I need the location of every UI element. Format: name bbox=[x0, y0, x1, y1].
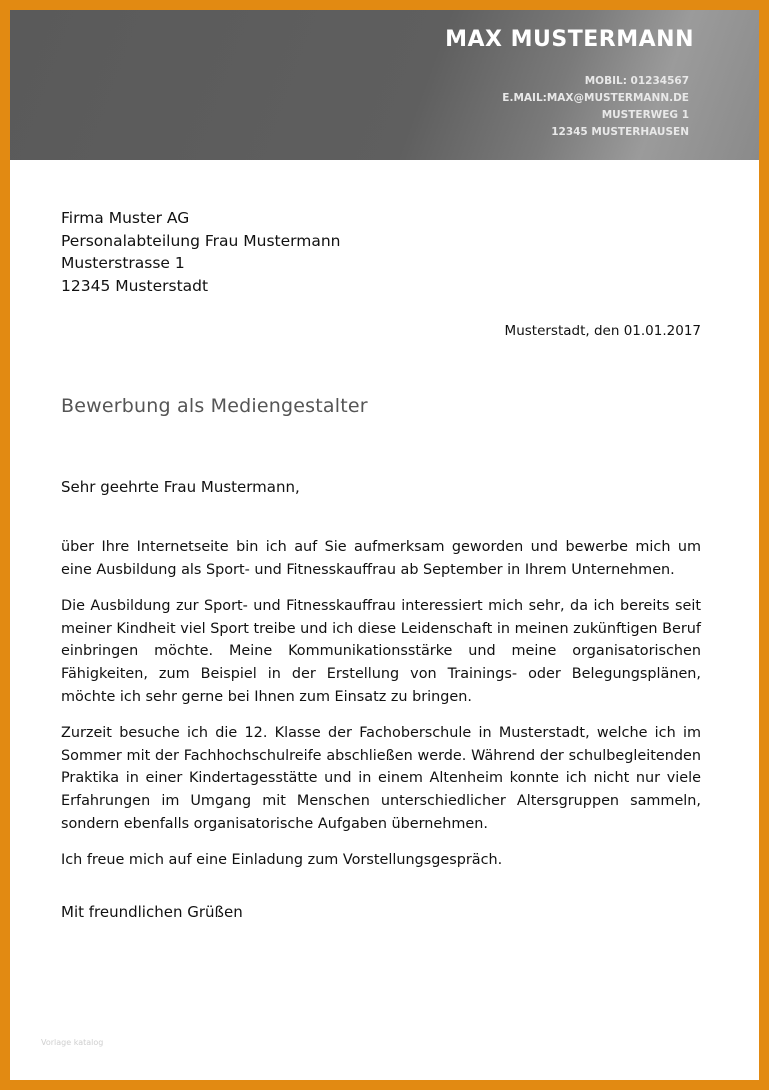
recipient-city: 12345 Musterstadt bbox=[61, 276, 209, 295]
sender-name: MAX MUSTERMANN bbox=[445, 27, 694, 52]
watermark: Vorlage katalog bbox=[41, 1038, 104, 1047]
body-paragraph-3: Zurzeit besuche ich die 12. Klasse der Fachoberschule in Musterstadt, welche ich im Sommer mit der Fachhochschulreife abschließen werde. Während der schulbegleitenden Praktika in einer Kindertagesstätte und in einem Altenheim konnte ich nicht nur viele Erfahrungen im Umgang mit Menschen unterschiedlicher Altersgruppen sammeln, sondern ebenfalls organisatorische Aufgaben übernehmen. bbox=[61, 725, 701, 832]
salutation: Sehr geehrte Frau Mustermann, bbox=[61, 478, 300, 496]
body-paragraph-1: über Ihre Internetseite bin ich auf Sie aufmerksam geworden und bewerbe mich um eine Ausbildung als Sport- und Fitnesskauffrau ab September in Ihrem Unternehmen. bbox=[61, 539, 701, 578]
sender-phone: MOBIL: 01234567 bbox=[584, 75, 689, 87]
sender-contact bbox=[502, 73, 689, 141]
recipient-address bbox=[61, 207, 341, 297]
recipient-street: Musterstrasse 1 bbox=[61, 254, 185, 272]
closing: Mit freundlichen Grüßen bbox=[61, 903, 243, 921]
recipient-department: Personalabteilung Frau Mustermann bbox=[61, 231, 341, 250]
letterhead bbox=[10, 10, 759, 160]
letter-date: Musterstadt, den 01.01.2017 bbox=[504, 323, 701, 339]
recipient-company: Firma Muster AG bbox=[61, 209, 190, 227]
body-paragraph-2: Die Ausbildung zur Sport- und Fitnesskauffrau interessiert mich sehr, da ich bereits seit meiner Kindheit viel Sport treibe und ich diese Leidenschaft in meinen zukünftigen Beruf einbringen möchte. Meine Kommunikationsstärke und meine organisatorischen Fähigkeiten, zum Beispiel in der Erstellung von Trainings- oder Belegungsplänen, möchte ich sehr gerne bei Ihnen zum Einsatz zu bringen. bbox=[61, 598, 701, 705]
sender-city: 12345 MUSTERHAUSEN bbox=[551, 126, 689, 138]
letter-body bbox=[61, 536, 701, 886]
letter-subject: Bewerbung als Mediengestalter bbox=[61, 395, 368, 417]
sender-email: E.MAIL:MAX@MUSTERMANN.DE bbox=[502, 92, 689, 104]
body-paragraph-4: Ich freue mich auf eine Einladung zum Vorstellungsgespräch. bbox=[61, 852, 503, 869]
sender-street: MUSTERWEG 1 bbox=[601, 109, 689, 121]
